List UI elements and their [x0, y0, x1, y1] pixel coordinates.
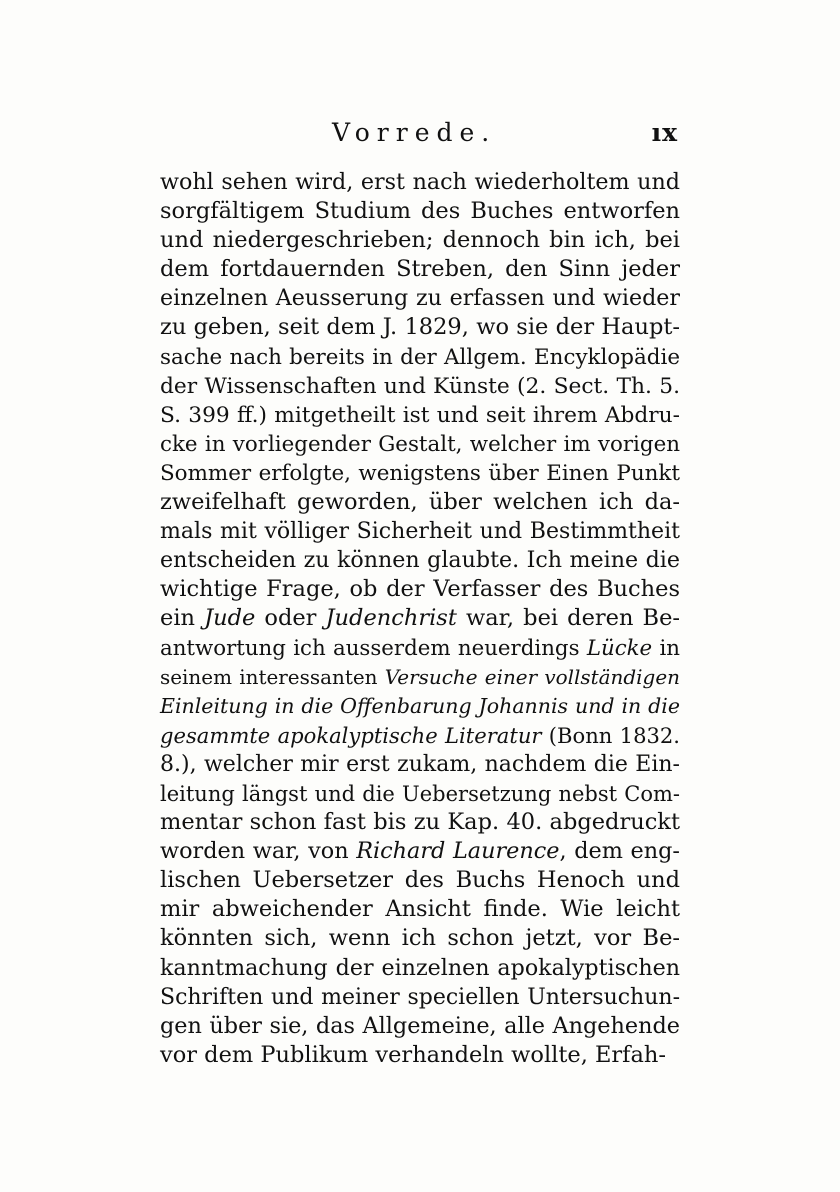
text-line: [160, 837, 680, 866]
text-line: [160, 488, 680, 517]
text-segment: und niedergeschrieben; dennoch bin ich, bei: [160, 227, 680, 254]
text-segment: sorgfältigem Studium des Buches entworfen: [160, 198, 680, 225]
text-segment: mentar schon fast bis zu Kap. 40. abgedruckt: [160, 809, 680, 836]
text-segment: cke in vorliegender Gestalt, welcher im vorigen: [160, 431, 680, 457]
text-line: [160, 634, 680, 663]
text-line: [160, 517, 680, 546]
text-line: [160, 954, 680, 983]
text-line: [160, 226, 680, 255]
italic-text: gesammte apokalyptische Literatur: [160, 722, 542, 748]
text-line: [160, 866, 680, 895]
text-line: [160, 779, 680, 808]
text-segment: antwortung ich ausserdem neuerdings: [160, 635, 587, 661]
text-segment: seinem interessanten: [160, 664, 385, 689]
text-line: [160, 430, 680, 459]
text-line: [160, 575, 680, 604]
text-segment: worden war, von: [160, 838, 357, 865]
text-segment: zweifelhaft geworden, über welchen ich da-: [160, 489, 680, 516]
text-segment: einzelnen Aeusserung zu erfassen und wieder: [160, 285, 680, 312]
text-segment: Schriften und meiner speciellen Untersuchun-: [160, 984, 680, 1010]
text-segment: wichtige Frage, ob der Verfasser des Buches: [160, 576, 680, 603]
italic-text: Jude: [204, 605, 256, 632]
italic-text: Lücke: [586, 635, 653, 661]
text-segment: gen über sie, das Allgemeine, alle Angehende: [160, 1012, 680, 1039]
text-segment: mir abweichender Ansicht finde. Wie leicht: [160, 896, 680, 923]
text-segment: kanntmachung der einzelnen apokalyptischen: [160, 954, 680, 981]
text-segment: in: [652, 635, 680, 661]
text-segment: Sommer erfolgte, wenigstens über Einen Punkt: [160, 460, 680, 486]
text-line: [160, 284, 680, 313]
text-line: [160, 1041, 680, 1070]
text-segment: wohl sehen wird, erst nach wiederholtem und: [160, 169, 680, 195]
text-segment: der Wissenschaften und Künste (2. Sect. Th. 5.: [160, 373, 680, 399]
text-segment: zu geben, seit dem J. 1829, wo sie der Haupt-: [160, 314, 680, 341]
running-head: [160, 118, 680, 152]
text-line: [160, 983, 680, 1012]
italic-text: Judenchrist: [325, 605, 457, 632]
text-segment: könnten sich, wenn ich schon jetzt, vor Be-: [160, 925, 680, 952]
text-segment: dem fortdauernden Streben, den Sinn jeder: [160, 256, 680, 283]
page-number: ıx: [651, 118, 678, 147]
text-line: [160, 750, 680, 779]
text-line: [160, 313, 680, 342]
text-segment: ein: [160, 605, 205, 632]
text-line: [160, 168, 680, 197]
text-segment: S. 399 ff.) mitgetheilt ist und seit ihrem Abdru-: [160, 402, 680, 428]
text-line: [160, 255, 680, 284]
text-line: [160, 401, 680, 430]
text-segment: (Bonn 1832.: [541, 722, 680, 748]
text-line: [160, 546, 680, 575]
text-line: [160, 1012, 680, 1041]
text-segment: sache nach bereits in der Allgem. Encyklopädie: [160, 344, 680, 370]
text-segment: lischen Uebersetzer des Buchs Henoch und: [160, 867, 680, 894]
text-segment: mals mit völliger Sicherheit und Bestimmtheit: [160, 519, 680, 545]
text-line: [160, 604, 680, 633]
text-segment: oder: [255, 605, 326, 632]
body-text: [160, 168, 680, 1070]
text-line: [160, 895, 680, 924]
italic-text: Richard Laurence: [356, 838, 560, 865]
italic-text: Einleitung in die Offenbarung Johannis und in die: [160, 693, 680, 718]
text-line: [160, 692, 680, 721]
text-line: [160, 924, 680, 953]
text-line: [160, 343, 680, 372]
text-line: [160, 197, 680, 226]
running-head-title: Vorrede.: [332, 118, 497, 147]
text-segment: 8.), welcher mir erst zukam, nachdem die Ein-: [160, 751, 680, 777]
text-segment: war, bei deren Be-: [456, 605, 680, 632]
text-line: [160, 663, 680, 692]
text-line: [160, 808, 680, 837]
text-segment: , dem eng-: [559, 838, 680, 865]
text-line: [160, 721, 680, 750]
text-line: [160, 459, 680, 488]
text-segment: leitung längst und die Uebersetzung nebst Com-: [160, 780, 680, 806]
italic-text: Versuche einer vollständigen: [384, 664, 680, 689]
text-segment: entscheiden zu können glaubte. Ich meine die: [160, 547, 680, 574]
text-segment: vor dem Publikum verhandeln wollte, Erfah-: [160, 1041, 667, 1068]
text-line: [160, 372, 680, 401]
